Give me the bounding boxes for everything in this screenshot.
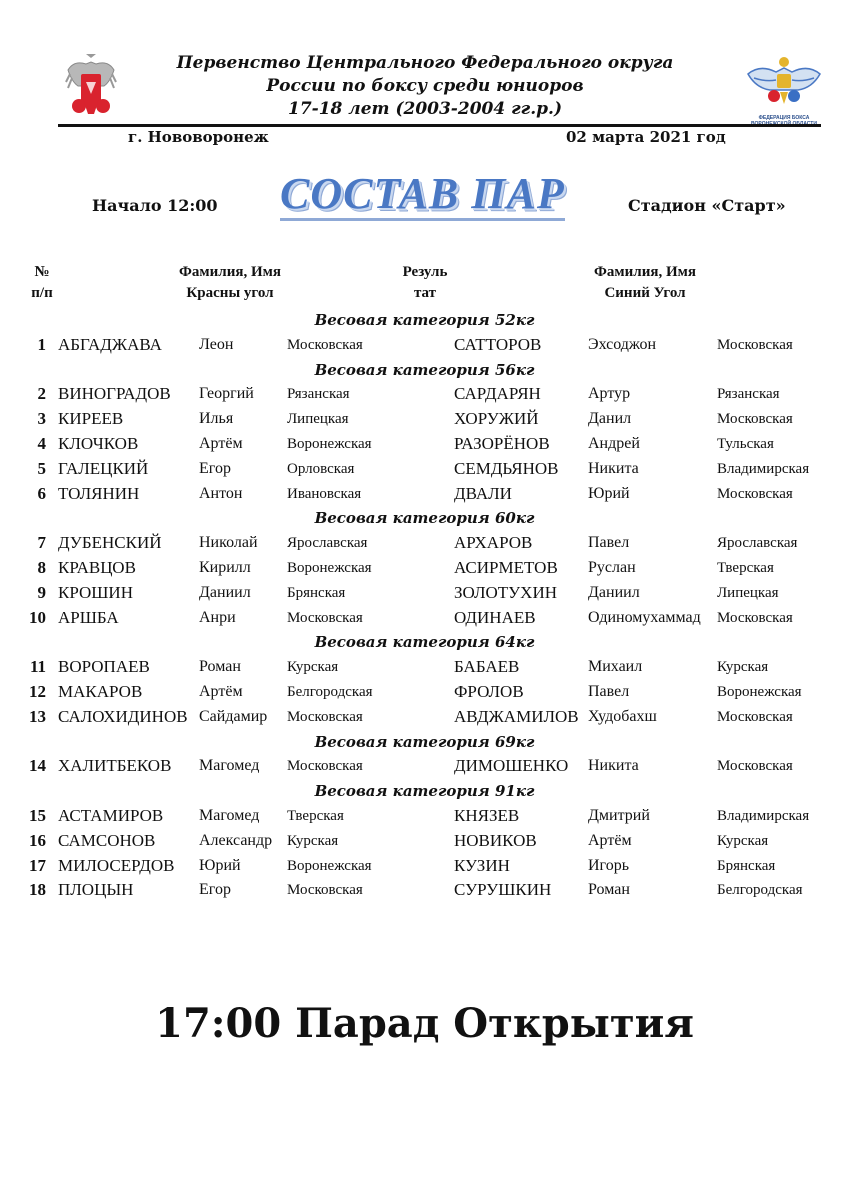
col-header-red-corner: [150, 262, 310, 304]
red-region: Рязанская: [287, 386, 350, 403]
red-surname: МАКАРОВ: [58, 682, 143, 701]
red-first-name: Егор: [199, 881, 231, 899]
col-header-result-line2: тат: [413, 285, 437, 301]
red-region: Курская: [287, 832, 339, 849]
blue-first-name: Даниил: [588, 583, 640, 601]
red-first-name: Юрий: [199, 856, 241, 874]
red-first-name: Магомед: [199, 807, 260, 824]
bout-row: [0, 829, 849, 853]
blue-region: Брянская: [717, 857, 776, 874]
boxing-federation-voronezh-emblem-icon: [746, 54, 822, 122]
blue-first-name: Артём: [588, 831, 632, 849]
blue-surname: БАБАЕВ: [454, 657, 520, 677]
red-region: Воронежская: [287, 436, 372, 452]
blue-surname: ДВАЛИ: [454, 483, 512, 503]
blue-region: Владимирская: [717, 460, 810, 477]
weight-category-header: Весовая категория 64кг: [314, 633, 535, 652]
bout-number: 5: [37, 458, 46, 478]
header-divider: [58, 124, 821, 127]
red-first-name: Николай: [199, 534, 258, 552]
red-surname: АБГАДЖАВА: [58, 334, 162, 354]
bout-number: 17: [29, 855, 46, 875]
blue-surname: СЕМДЬЯНОВ: [454, 458, 559, 478]
red-surname: КИРЕЕВ: [58, 409, 124, 429]
red-first-name: Магомед: [199, 757, 260, 775]
blue-region: Белгородская: [717, 882, 803, 899]
opening-parade-label: 17:00 Парад Открытия: [155, 1000, 694, 1047]
red-region: Орловская: [287, 460, 355, 477]
col-header-result-line1: Резуль: [402, 264, 448, 280]
red-region: Брянская: [287, 584, 346, 601]
blue-region: Курская: [717, 659, 769, 676]
red-surname: ВОРОПАЕВ: [58, 657, 150, 677]
bout-row: [0, 655, 849, 679]
blue-surname: ДИМОШЕНКО: [454, 756, 569, 776]
blue-surname: АСИРМЕТОВ: [454, 558, 558, 577]
red-surname: КРАВЦОВ: [58, 558, 136, 577]
city-label: г. Нововоронеж: [128, 128, 269, 146]
red-surname: МИЛОСЕРДОВ: [58, 855, 175, 875]
red-surname: КЛОЧКОВ: [58, 434, 139, 453]
blue-region: Липецкая: [717, 584, 779, 601]
blue-region: Московская: [717, 411, 793, 428]
blue-surname: ЗОЛОТУХИН: [454, 582, 558, 602]
blue-first-name: Павел: [588, 683, 630, 700]
red-first-name: Александр: [199, 831, 273, 849]
blue-region: Тверская: [717, 560, 774, 576]
red-first-name: Георгий: [199, 385, 254, 403]
bout-row: [0, 457, 849, 481]
blue-region: Московская: [717, 708, 793, 725]
red-region: Ярославская: [287, 535, 368, 552]
red-first-name: Даниил: [199, 583, 251, 601]
red-region: Курская: [287, 659, 339, 676]
blue-region: Московская: [717, 609, 793, 626]
red-first-name: Роман: [199, 658, 241, 676]
bout-number: 18: [29, 880, 46, 900]
bout-number: 8: [37, 558, 46, 577]
blue-surname: АВДЖАМИЛОВ: [454, 706, 579, 726]
bout-row: [0, 581, 849, 605]
red-region: Воронежская: [287, 857, 372, 874]
bout-number: 3: [37, 409, 46, 429]
weight-category-header: Весовая категория 91кг: [314, 782, 535, 801]
bout-number: 13: [29, 706, 46, 726]
red-surname: ХАЛИТБЕКОВ: [58, 756, 172, 776]
venue-label: Стадион «Старт»: [628, 196, 786, 215]
ministry-sport-emblem-icon: [64, 52, 118, 118]
blue-surname: ОДИНАЕВ: [454, 607, 536, 627]
bout-row: [0, 606, 849, 630]
red-surname: САМСОНОВ: [58, 830, 156, 850]
bout-row: [0, 680, 849, 704]
blue-first-name: Никита: [588, 459, 639, 477]
blue-first-name: Игорь: [588, 856, 630, 874]
red-first-name: Артём: [199, 683, 243, 700]
blue-surname: НОВИКОВ: [454, 830, 537, 850]
blue-first-name: Роман: [588, 881, 630, 899]
blue-first-name: Никита: [588, 757, 639, 775]
blue-region: Рязанская: [717, 386, 780, 403]
col-header-number-line1: №: [34, 264, 50, 280]
red-surname: ТОЛЯНИН: [58, 483, 140, 503]
blue-surname: САРДАРЯН: [454, 384, 541, 404]
bout-row: [0, 754, 849, 778]
bout-number: 7: [37, 533, 46, 553]
blue-first-name: Данил: [588, 410, 632, 428]
red-region: Московская: [287, 609, 363, 626]
red-region: Воронежская: [287, 560, 372, 576]
blue-surname: САТТОРОВ: [454, 334, 542, 354]
header-title-line2: России по боксу среди юниоров: [266, 76, 584, 96]
date-label: 02 марта 2021 год: [566, 128, 726, 146]
red-region: Тверская: [287, 808, 344, 824]
bout-number: 6: [37, 483, 46, 503]
red-surname: ВИНОГРАДОВ: [58, 384, 171, 404]
start-time-label: Начало 12:00: [92, 196, 218, 215]
blue-region: Московская: [717, 758, 793, 775]
header-title-line1: Первенство Центрального Федерального округа: [176, 53, 674, 73]
red-region: Московская: [287, 758, 363, 775]
col-header-number-line2: п/п: [31, 285, 53, 301]
red-region: Московская: [287, 336, 363, 353]
blue-first-name: Эхсоджон: [588, 335, 657, 353]
red-first-name: Леон: [199, 335, 234, 353]
blue-region: Московская: [717, 336, 793, 353]
bout-row: [0, 407, 849, 431]
red-region: Московская: [287, 708, 363, 725]
blue-first-name: Дмитрий: [588, 807, 650, 824]
blue-surname: КУЗИН: [454, 855, 510, 875]
bout-number: 1: [37, 334, 46, 354]
col-header-blue-line2: Синий Угол: [604, 285, 686, 301]
blue-first-name: Артур: [588, 385, 631, 403]
col-header-result: [390, 262, 460, 304]
bout-number: 4: [37, 434, 46, 453]
red-surname: ДУБЕНСКИЙ: [58, 533, 162, 553]
bout-row: [0, 432, 849, 456]
red-first-name: Анри: [199, 608, 236, 626]
weight-category-header: Весовая категория 69кг: [314, 732, 535, 751]
bout-row: [0, 482, 849, 506]
blue-region: Воронежская: [717, 684, 802, 700]
weight-category-header: Весовая категория 60кг: [314, 509, 535, 528]
weight-category-header: Весовая категория 52кг: [314, 311, 535, 329]
red-surname: АРШБА: [58, 607, 119, 627]
red-first-name: Артём: [199, 435, 243, 452]
col-header-red-line2: Красны угол: [186, 285, 274, 301]
blue-surname: ХОРУЖИЙ: [454, 409, 539, 429]
blue-surname: РАЗОРЁНОВ: [454, 434, 550, 453]
blue-first-name: Худобахш: [588, 707, 657, 725]
blue-first-name: Руслан: [588, 559, 636, 576]
bout-row: [0, 878, 849, 902]
col-header-number: [24, 262, 60, 304]
blue-region: Владимирская: [717, 808, 810, 824]
bout-row: [0, 556, 849, 580]
bout-row: [0, 804, 849, 828]
red-region: Ивановская: [287, 485, 362, 502]
blue-first-name: Андрей: [588, 435, 640, 452]
red-first-name: Кирилл: [199, 559, 251, 576]
col-header-red-line1: Фамилия, Имя: [179, 264, 281, 280]
bout-row: [0, 705, 849, 729]
red-first-name: Егор: [199, 459, 231, 477]
bout-number: 14: [29, 756, 46, 776]
bout-number: 2: [37, 384, 46, 404]
blue-surname: СУРУШКИН: [454, 880, 552, 900]
bout-number: 16: [29, 830, 46, 850]
weight-category-header: Весовая категория 56кг: [314, 360, 535, 379]
blue-surname: КНЯЗЕВ: [454, 806, 520, 825]
bout-row: [0, 854, 849, 878]
blue-first-name: Павел: [588, 534, 630, 552]
red-region: Белгородская: [287, 684, 373, 700]
blue-region: Тульская: [717, 436, 774, 452]
blue-surname: ФРОЛОВ: [454, 682, 524, 701]
blue-region: Курская: [717, 832, 769, 849]
blue-first-name: Михаил: [588, 658, 643, 676]
red-first-name: Илья: [199, 410, 234, 428]
red-surname: АСТАМИРОВ: [58, 806, 164, 825]
blue-region: Московская: [717, 485, 793, 502]
blue-surname: АРХАРОВ: [454, 533, 533, 553]
red-surname: ГАЛЕЦКИЙ: [58, 458, 149, 478]
red-first-name: Сайдамир: [199, 707, 268, 725]
red-surname: ПЛОЦЫН: [58, 880, 134, 900]
bout-number: 10: [29, 607, 46, 627]
header-title-line3: 17-18 лет (2003-2004 гг.р.): [288, 99, 562, 119]
bout-row: [0, 531, 849, 555]
blue-first-name: Одиномухаммад: [588, 608, 701, 626]
bout-row: [0, 333, 849, 357]
federation-logo-caption: ФЕДЕРАЦИЯ БОКСА: [758, 115, 810, 121]
red-surname: КРОШИН: [58, 582, 133, 602]
blue-first-name: Юрий: [588, 484, 630, 502]
bout-number: 15: [29, 806, 46, 825]
red-region: Липецкая: [287, 411, 349, 428]
bout-number: 12: [29, 682, 46, 701]
bout-number: 9: [37, 582, 46, 602]
bout-number: 11: [29, 657, 46, 677]
page-title: СОСТАВ ПАР: [280, 172, 565, 221]
bout-row: [0, 382, 849, 406]
col-header-blue-corner: [565, 262, 725, 304]
red-first-name: Антон: [199, 484, 243, 502]
col-header-blue-line1: Фамилия, Имя: [594, 264, 696, 280]
blue-region: Ярославская: [717, 535, 798, 552]
red-surname: САЛОХИДИНОВ: [58, 706, 188, 726]
red-region: Московская: [287, 882, 363, 899]
